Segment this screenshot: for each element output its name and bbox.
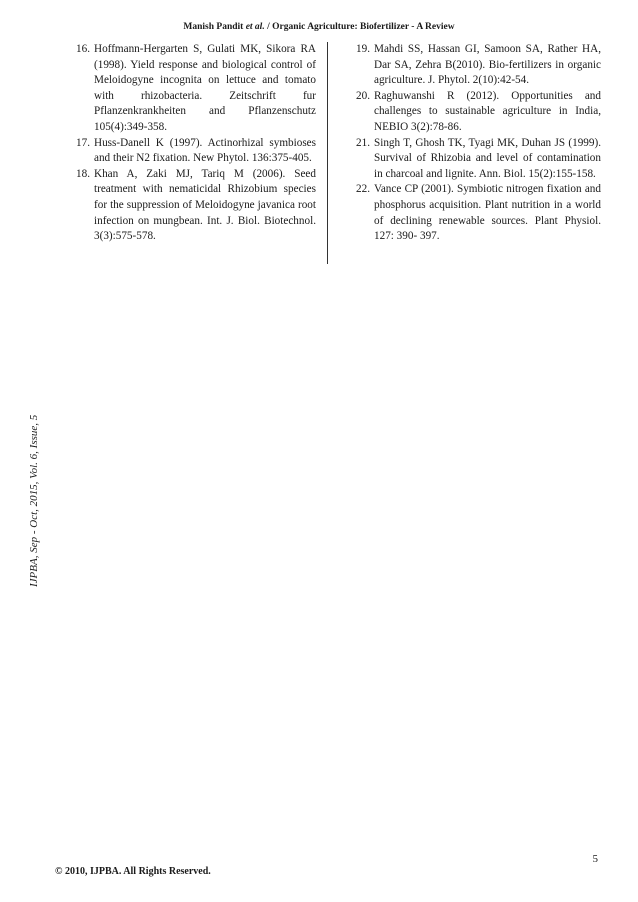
reference-number: 16.: [76, 43, 90, 55]
reference-text: Khan A, Zaki MJ, Tariq M (2006). Seed treatment with nematicidal Rhizobium species for the suppression of Meloidogyne javanica root infection on mungbean. Int. J. Biol. Biotechnol. 3(3):575-578.: [94, 167, 316, 243]
reference-text: Vance CP (2001). Symbiotic nitrogen fixation and phosphorus acquisition. Plant nutrition in a world of declining renewable sources. Plant Physiol. 127: 390- 397.: [374, 183, 601, 243]
running-head-etal: et al.: [245, 22, 265, 32]
running-head-authors: Manish Pandit: [183, 22, 244, 32]
reference-text: Mahdi SS, Hassan GI, Samoon SA, Rather HA, Dar SA, Zehra B(2010). Bio-fertilizers in organic agriculture. J. Phytol. 2(10):42-54.: [374, 43, 601, 87]
reference-item: [76, 136, 316, 167]
reference-text: Huss-Danell K (1997). Actinorhizal symbioses and their N2 fixation. New Phytol. 136:375-405.: [94, 136, 316, 165]
reference-number: 19.: [356, 43, 370, 55]
reference-text: Hoffmann-Hergarten S, Gulati MK, Sikora RA (1998). Yield response and biological control of Meloidogyne incognita on lettuce and tomato with rhizobacteria. Zeitschrift fur Pflanzenkrankheiten and Pflanzenschutz 105(4):349-358.: [94, 43, 316, 133]
references-left-column: [76, 42, 316, 245]
references-right-column: [356, 42, 601, 245]
reference-item: [356, 89, 601, 136]
running-head-title: / Organic Agriculture: Biofertilizer - A Review: [267, 22, 455, 32]
reference-item: [76, 42, 316, 136]
reference-number: 21.: [356, 136, 370, 149]
page-number: 5: [592, 853, 598, 865]
reference-text: Singh T, Ghosh TK, Tyagi MK, Duhan JS (1999). Survival of Rhizobia and level of contamination in charcoal and lignite. Ann. Biol. 15(2):155-158.: [374, 136, 601, 180]
reference-text: Raghuwanshi R (2012). Opportunities and challenges to sustainable agriculture in India, NEBIO 3(2):78-86.: [374, 89, 601, 133]
reference-item: [76, 167, 316, 245]
reference-item: [356, 42, 601, 89]
copyright-footer: © 2010, IJPBA. All Rights Reserved.: [55, 866, 211, 877]
running-head: [0, 22, 638, 32]
reference-number: 17.: [76, 136, 90, 149]
column-divider: [327, 42, 328, 264]
reference-number: 22.: [356, 183, 370, 196]
reference-item: [356, 182, 601, 244]
reference-number: 18.: [76, 167, 90, 180]
journal-side-label: IJPBA, Sep - Oct, 2015, Vol. 6, Issue, 5: [28, 414, 40, 587]
reference-number: 20.: [356, 89, 370, 102]
reference-item: [356, 136, 601, 183]
